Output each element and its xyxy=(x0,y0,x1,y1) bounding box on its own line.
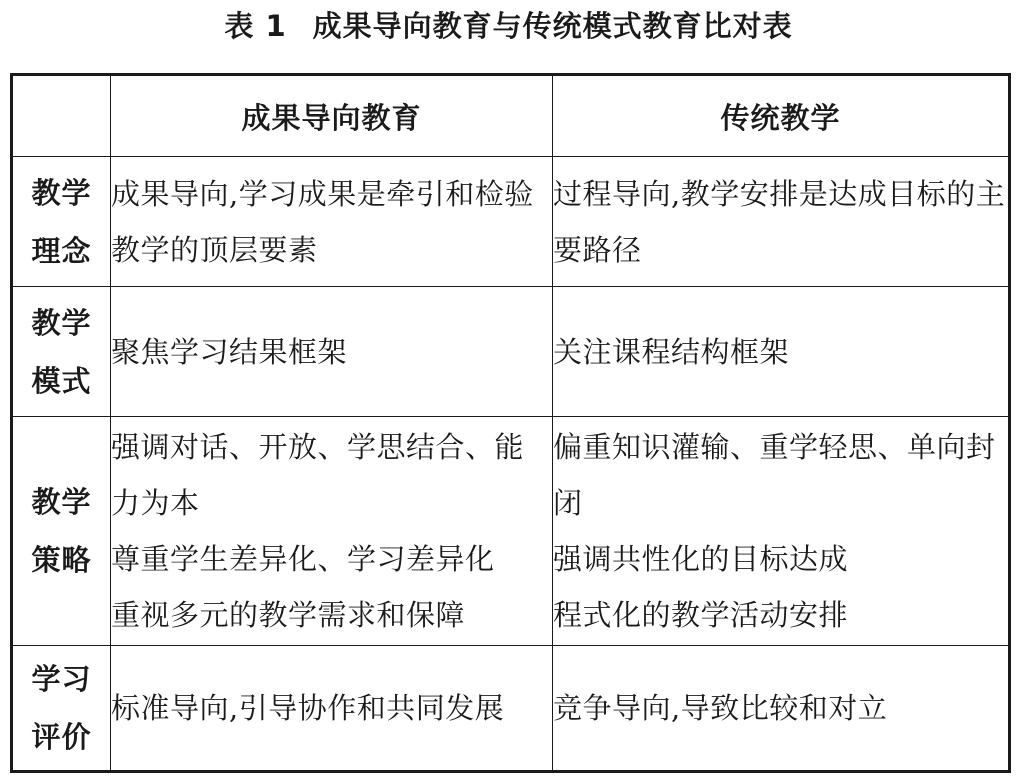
obe-cell xyxy=(111,157,553,287)
table-row xyxy=(12,287,1010,417)
traditional-cell xyxy=(553,417,1010,646)
table-caption xyxy=(0,6,1017,46)
cell-text: 强调对话、开放、学思结合、能力为本 xyxy=(111,430,525,520)
cell-text: 程式化的教学活动安排 xyxy=(553,598,849,632)
table-number: 表 1 xyxy=(224,9,287,43)
table-row xyxy=(12,417,1010,646)
cell-text: 过程导向,教学安排是达成目标的主要路径 xyxy=(553,176,1006,267)
row-label: 学习评价 xyxy=(12,646,111,772)
cell-text: 强调共性化的目标达成 xyxy=(553,542,849,576)
obe-cell xyxy=(111,287,553,417)
row-label: 教学理念 xyxy=(12,157,111,287)
row-label: 教学策略 xyxy=(12,417,111,646)
obe-cell xyxy=(111,417,553,646)
row-label: 教学模式 xyxy=(12,287,111,417)
cell-text: 标准导向,引导协作和共同发展 xyxy=(111,691,505,725)
cell-text: 竞争导向,导致比较和对立 xyxy=(553,691,888,725)
cell-text: 聚焦学习结果框架 xyxy=(111,334,348,369)
cell-text: 偏重知识灌输、重学轻思、单向封闭 xyxy=(553,430,996,520)
traditional-cell xyxy=(553,287,1010,417)
obe-cell xyxy=(111,646,553,772)
table-title: 成果导向教育与传统模式教育比对表 xyxy=(312,9,793,43)
cell-text: 关注课程结构框架 xyxy=(553,334,790,369)
comparison-table xyxy=(10,73,1011,773)
cell-text: 成果导向,学习成果是牵引和检验教学的顶层要素 xyxy=(111,176,534,267)
header-traditional: 传统教学 xyxy=(553,75,1010,157)
traditional-cell xyxy=(553,646,1010,772)
header-obe: 成果导向教育 xyxy=(111,75,553,157)
traditional-cell xyxy=(553,157,1010,287)
table-row xyxy=(12,646,1010,772)
header-row xyxy=(12,75,1010,157)
cell-text: 重视多元的教学需求和保障 xyxy=(111,598,466,632)
table-row xyxy=(12,157,1010,287)
cell-text: 尊重学生差异化、学习差异化 xyxy=(111,542,495,576)
header-empty-cell xyxy=(12,75,111,157)
